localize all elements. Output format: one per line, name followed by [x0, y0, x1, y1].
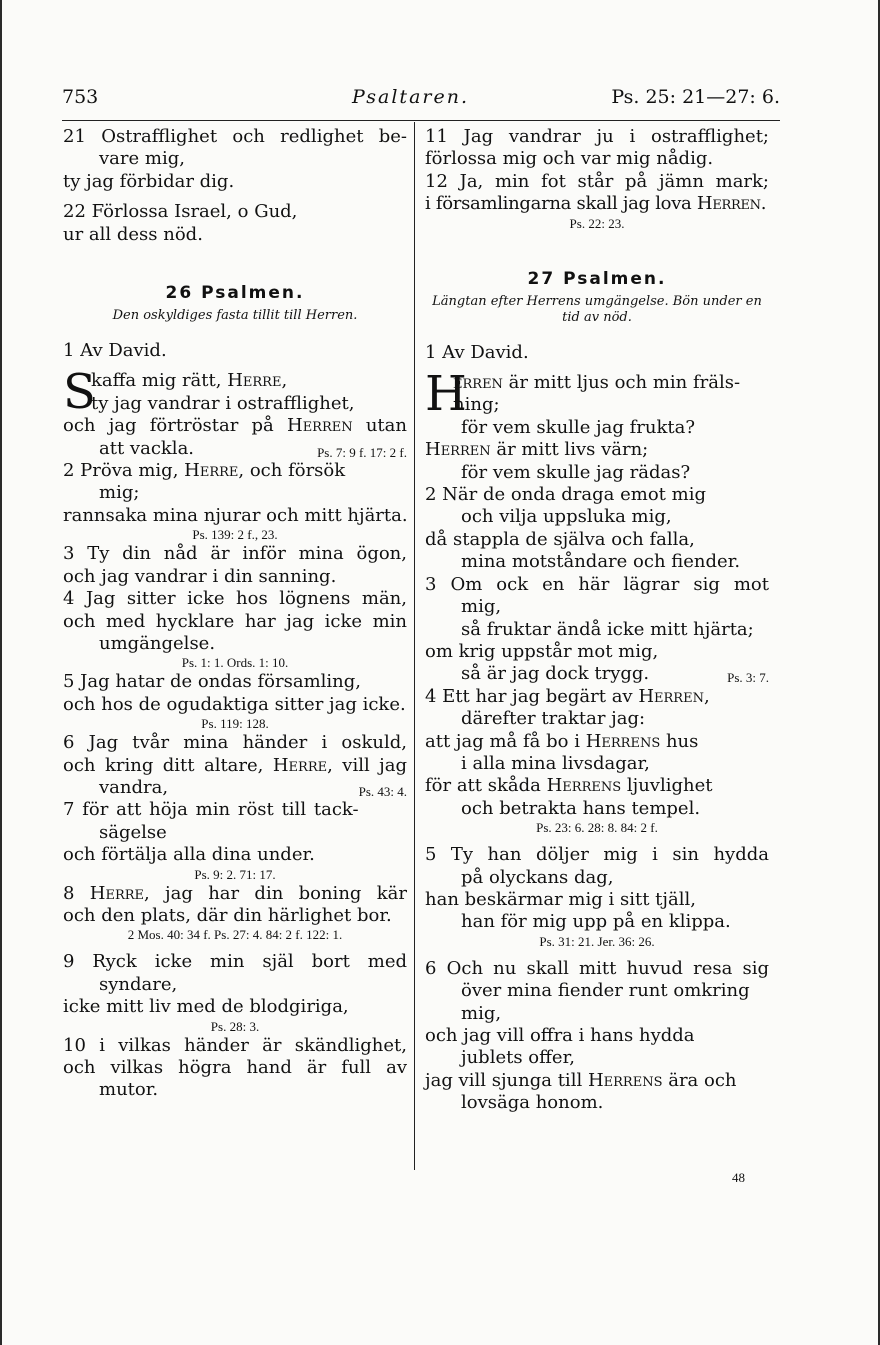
- text-line: 3 Ty din nåd är inför mina ögon,: [63, 543, 407, 565]
- cross-reference: Ps. 119: 128.: [201, 716, 269, 732]
- text-line: umgängelse.: [99, 632, 216, 654]
- page-edge-left: [0, 0, 2, 1345]
- text-line: mig,: [461, 596, 502, 618]
- text-line: Herren är mitt livs värn;: [425, 439, 649, 461]
- text-line: och jag vandrar i din sanning.: [63, 565, 337, 587]
- running-header: [62, 86, 780, 118]
- text-line: sägelse: [99, 821, 167, 843]
- text-line: att vackla. Ps. 7: 9 f. 17: 2 f.: [63, 438, 407, 460]
- text-line: i församlingarna skall jag lova Herren.: [425, 193, 767, 215]
- text-line: att jag må få bo i Herrens hus: [425, 730, 699, 752]
- text-line: 1 Av David.: [425, 341, 529, 363]
- text-line: och vilja uppsluka mig,: [461, 506, 672, 528]
- text-line: 10 i vilkas händer är skändlighet,: [63, 1034, 407, 1056]
- text-line: och kring ditt altare, Herre, vill jag: [63, 754, 407, 776]
- text-line: och hos de ogudaktiga sitter jag icke.: [63, 693, 406, 715]
- text-line: han för mig upp på en klippa.: [461, 911, 731, 933]
- text-line: därefter traktar jag:: [461, 708, 646, 730]
- text-line: ur all dess nöd.: [63, 223, 203, 245]
- text-line: 5 Jag hatar de ondas församling,: [63, 671, 362, 693]
- text-line: 6 Och nu skall mitt huvud resa sig: [425, 957, 769, 979]
- text-line: ty jag vandrar i ostrafflighet,: [91, 392, 355, 414]
- text-line: ty jag förbidar dig.: [63, 170, 235, 192]
- text-line: över mina fiender runt omkring: [461, 980, 750, 1002]
- page-number: 753: [62, 86, 99, 108]
- text-line: 4 Jag sitter icke hos lögnens män,: [63, 588, 407, 610]
- text-line: 6 Jag tvår mina händer i oskuld,: [63, 732, 407, 754]
- text-line: 4 Ett har jag begärt av Herren,: [425, 685, 710, 707]
- text-line: och den plats, där din härlighet bor.: [63, 904, 392, 926]
- text-line: på olyckans dag,: [461, 866, 614, 888]
- text-line: 9 Ryck icke min själ bort med: [63, 951, 407, 973]
- cross-reference: Ps. 1: 1. Ords. 1: 10.: [181, 655, 289, 671]
- text-line: rannsaka mina njurar och mitt hjärta.: [63, 504, 408, 526]
- text-line: 11 Jag vandrar ju i ostrafflighet;: [425, 126, 769, 147]
- text-line: 21 Ostrafflighet och redlighet be-: [63, 126, 407, 147]
- psalm-27-title: 27 Psalmen.: [527, 268, 667, 289]
- text-line: mig;: [99, 482, 140, 504]
- cross-reference: Ps. 43: 4.: [358, 783, 407, 799]
- text-line: för vem skulle jag frukta?: [461, 416, 695, 438]
- text-line: jublets offer,: [461, 1047, 575, 1069]
- header-rule: [62, 120, 780, 121]
- verse-range: Ps. 25: 21—27: 6.: [611, 86, 780, 108]
- cross-reference: Ps. 28: 3.: [210, 1018, 260, 1034]
- text-line: han beskärmar mig i sitt tjäll,: [425, 888, 696, 910]
- text-line: 2 Pröva mig, Herre, och försök: [63, 460, 346, 482]
- text-line: 22 Förlossa Israel, o Gud,: [63, 201, 298, 223]
- text-line: 1 Av David.: [63, 340, 167, 362]
- text-line: i alla mina livsdagar,: [461, 752, 650, 774]
- left-column: [63, 126, 407, 1102]
- drop-cap: H: [425, 366, 467, 423]
- drop-cap: S: [63, 364, 96, 421]
- text-line: vare mig,: [99, 148, 185, 170]
- text-line: lovsäga honom.: [461, 1092, 604, 1114]
- text-line: ning;: [453, 394, 500, 416]
- text-line: förlossa mig och var mig nådig.: [425, 148, 714, 170]
- cross-reference: Ps. 23: 6. 28: 8. 84: 2 f.: [536, 820, 658, 836]
- text-line: 12 Ja, min fot står på jämn mark;: [425, 170, 769, 192]
- cross-reference: Ps. 139: 2 f., 23.: [192, 527, 278, 543]
- psalm-27-subtitle: Längtan efter Herrens umgängelse. Bön under en tid av nöd.: [432, 293, 762, 325]
- text-line: vandra, Ps. 43: 4.: [63, 777, 407, 799]
- text-line: mig,: [461, 1002, 502, 1024]
- text-line: för vem skulle jag rädas?: [461, 461, 691, 483]
- text-line: erren är mitt ljus och min fräls-: [453, 372, 741, 394]
- text-line: och förtälja alla dina under.: [63, 844, 315, 866]
- text-line: så fruktar ändå icke mitt hjärta;: [461, 618, 754, 640]
- text-line: syndare,: [99, 973, 178, 995]
- text-line: 7 för att höja min röst till tack-: [63, 799, 359, 821]
- cross-reference: Ps. 7: 9 f. 17: 2 f.: [317, 444, 407, 460]
- text-line: så är jag dock trygg. Ps. 3: 7.: [425, 663, 769, 685]
- cross-reference: Ps. 22: 23.: [569, 215, 625, 231]
- text-line: 8 Herre, jag har din boning kär: [63, 882, 407, 904]
- cross-reference: Ps. 3: 7.: [727, 670, 769, 686]
- text-line: om krig uppstår mot mig,: [425, 640, 659, 662]
- book-title: Psaltaren.: [352, 86, 469, 108]
- text-line: mina motståndare och fiender.: [461, 551, 741, 573]
- text-line: kaffa mig rätt, Herre,: [91, 370, 288, 392]
- text-line: icke mitt liv med de blodgiriga,: [63, 996, 349, 1018]
- psalm-26-subtitle: Den oskyldiges fasta tillit till Herren.: [112, 308, 358, 324]
- right-column: [425, 126, 769, 1115]
- drop-cap-block: [63, 364, 407, 421]
- drop-cap-block: [425, 366, 769, 423]
- text-line: 2 När de onda draga emot mig: [425, 484, 706, 506]
- text-line: och vilkas högra hand är full av: [63, 1057, 407, 1078]
- cross-reference: 2 Mos. 40: 34 f. Ps. 27: 4. 84: 2 f. 122: 1.: [127, 927, 343, 943]
- text-line: för att skåda Herrens ljuvlighet: [425, 775, 713, 797]
- psalm-26-title: 26 Psalmen.: [165, 283, 305, 304]
- column-divider: [414, 122, 415, 1170]
- cross-reference: Ps. 31: 21. Jer. 36: 26.: [539, 933, 655, 949]
- text-line: och jag förtröstar på Herren utan: [63, 415, 407, 437]
- text-line: 5 Ty han döljer mig i sin hydda: [425, 844, 769, 866]
- text-line: 3 Om ock en här lägrar sig mot: [425, 573, 769, 595]
- signature-mark: 48: [732, 1170, 745, 1185]
- text-line: jag vill sjunga till Herrens ära och: [425, 1069, 737, 1091]
- text-line: och jag vill offra i hans hydda: [425, 1025, 695, 1046]
- text-line: och betrakta hans tempel.: [461, 797, 701, 819]
- text-line: mutor.: [99, 1079, 159, 1101]
- cross-reference: Ps. 9: 2. 71: 17.: [194, 866, 276, 882]
- text-line: då stappla de själva och falla,: [425, 528, 695, 550]
- text-line: och med hycklare har jag icke min: [63, 610, 407, 632]
